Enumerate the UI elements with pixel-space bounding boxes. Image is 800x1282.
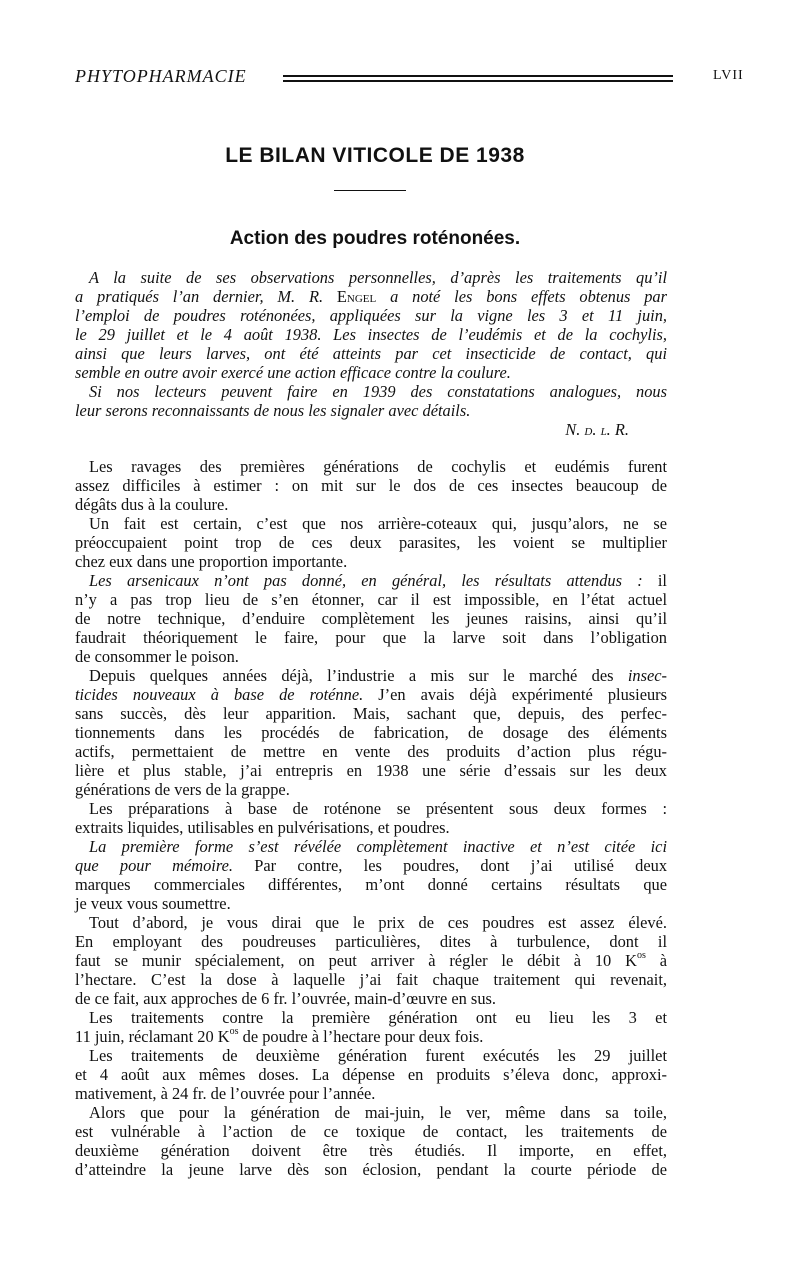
body-line: Un fait est certain, c’est que nos arrière-coteaux qui, jusqu’alors, ne se <box>89 514 667 533</box>
body-text: Depuis quelques années déjà, l’industrie a mis sur le marché des <box>89 666 614 685</box>
body-line <box>75 571 667 590</box>
body-line <box>75 837 667 856</box>
body-text: il <box>657 571 667 590</box>
editorial-note <box>75 268 667 439</box>
body-text: Par contre, les poudres, dont j’ai utilisé deux <box>254 856 668 875</box>
unit-superscript: os <box>229 1026 239 1037</box>
article-title: LE BILAN VITICOLE DE 1938 <box>225 144 525 167</box>
body-line: En employant des poudreuses particulières, dites à turbulence, dont il <box>75 932 667 951</box>
intro-line: ainsi que leurs larves, ont été atteints par cet insecticide de contact, qui <box>75 344 667 363</box>
body-line: deuxième génération doivent être très étudiés. Il importe, en effet, <box>75 1141 667 1160</box>
body-line <box>75 685 667 704</box>
emphasis: que pour mémoire. <box>75 856 233 875</box>
body-line: générations de vers de la grappe. <box>75 780 290 799</box>
body-line <box>75 951 667 970</box>
body-text: J’en avais déjà expérimenté plusieurs <box>378 685 667 704</box>
body-line: de notre technique, d’enduire complètement les jeunes raisins, ainsi qu’il <box>75 609 667 628</box>
author-name: Engel <box>336 287 377 306</box>
body-line: n’y a pas trop lieu de s’en étonner, car il est impossible, en l’état actuel <box>75 590 667 609</box>
body-line: Les traitements contre la première génération ont eu lieu les 3 et <box>89 1008 667 1027</box>
page-number: LVII <box>713 68 744 83</box>
body-line: Tout d’abord, je vous dirai que le prix de ces poudres est assez élevé. <box>89 913 667 932</box>
body-line: actifs, permettaient de mettre en vente des produits d’action plus régu- <box>75 742 667 761</box>
emphasis: Les arsenicaux n’ont pas donné, en général, les résultats attendus : <box>89 571 643 590</box>
body-line: de consommer le poison. <box>75 647 239 666</box>
editor-signature <box>75 420 667 439</box>
body-line: l’hectare. C’est la dose à laquelle j’ai fait chaque traitement qui revenait, <box>75 970 667 989</box>
body-line <box>75 666 667 685</box>
body-line: Les préparations à base de roténone se présentent sous deux formes : <box>89 799 667 818</box>
body-text: à <box>659 951 667 970</box>
body-line: je veux vous soumettre. <box>75 894 231 913</box>
body-line: d’atteindre la jeune larve dès son éclosion, pendant la courte période de <box>75 1160 667 1179</box>
intro-line: le 29 juillet et le 4 août 1938. Les insectes de l’eudémis et de la cochylis, <box>75 325 667 344</box>
body-line: préoccupaient point trop de ces deux parasites, les voient se multiplier <box>75 533 667 552</box>
body-line: mativement, à 24 fr. de l’ouvrée pour l’année. <box>75 1084 376 1103</box>
body-line: sans succès, dès leur apparition. Mais, sachant que, depuis, des perfec- <box>75 704 667 723</box>
body-line: extraits liquides, utilisables en pulvérisations, et poudres. <box>75 818 450 837</box>
section-title: PHYTOPHARMACIE <box>75 66 247 86</box>
intro-line: semble en outre avoir exercé une action efficace contre la coulure. <box>75 363 511 382</box>
intro-text: a pratiqués l’an dernier, M. R. <box>75 287 324 306</box>
intro-line: leur serons reconnaissants de nous les signaler avec détails. <box>75 401 471 420</box>
article-body <box>75 457 667 1179</box>
emphasis: insec- <box>627 666 667 685</box>
body-line: et 4 août aux mêmes doses. La dépense en produits s’éleva donc, approxi- <box>75 1065 667 1084</box>
body-line: Alors que pour la génération de mai-juin, le ver, même dans sa toile, <box>89 1103 667 1122</box>
body-line: assez difficiles à estimer : on mit sur le dos de ces insectes beaucoup de <box>75 476 667 495</box>
intro-line: Si nos lecteurs peuvent faire en 1939 des constatations analogues, nous <box>89 382 667 401</box>
title-divider <box>334 190 406 191</box>
body-line: marques commerciales différentes, m’ont donné certains résultats que <box>75 875 667 894</box>
unit-superscript: os <box>636 950 646 961</box>
signature-text: N. d. l. R. <box>565 420 629 439</box>
article-subtitle: Action des poudres roténonées. <box>229 228 521 249</box>
intro-text: a noté les bons effets obtenus par <box>390 287 667 306</box>
intro-line: A la suite de ses observations personnelles, d’après les traitements qu’il <box>89 268 667 287</box>
body-line: chez eux dans une proportion importante. <box>75 552 348 571</box>
body-line: faudrait théoriquement le faire, pour que la larve soit dans l’obligation <box>75 628 667 647</box>
body-text: de poudre à l’hectare pour deux fois. <box>242 1027 484 1046</box>
body-line: de ce fait, aux approches de 6 fr. l’ouvrée, main-d’œuvre en sus. <box>75 989 496 1008</box>
body-line <box>75 1027 667 1046</box>
body-line <box>75 856 667 875</box>
running-header <box>75 66 744 94</box>
body-text: 11 juin, réclamant 20 K <box>75 1027 230 1046</box>
body-line: dégâts dus à la coulure. <box>75 495 229 514</box>
intro-line: l’emploi de poudres roténonées, appliquées sur la vigne les 3 et 11 juin, <box>75 306 667 325</box>
body-line: tionnements dans les procédés de fabrication, de dosage des éléments <box>75 723 667 742</box>
intro-line <box>75 287 667 306</box>
header-double-rule <box>283 75 673 82</box>
body-line: Les traitements de deuxième génération furent exécutés les 29 juillet <box>89 1046 667 1065</box>
body-text: faut se munir spécialement, on peut arriver à régler le débit à 10 K <box>75 951 637 970</box>
body-line: est vulnérable à l’action de ce toxique de contact, les traitements de <box>75 1122 667 1141</box>
body-line: Les ravages des premières générations de cochylis et eudémis furent <box>89 457 667 476</box>
emphasis: La première forme s’est révélée complètement inactive et n’est citée ici <box>89 837 667 856</box>
emphasis: ticides nouveaux à base de roténne. <box>75 685 364 704</box>
body-line: lière et plus stable, j’ai entrepris en 1938 une série d’essais sur les deux <box>75 761 667 780</box>
